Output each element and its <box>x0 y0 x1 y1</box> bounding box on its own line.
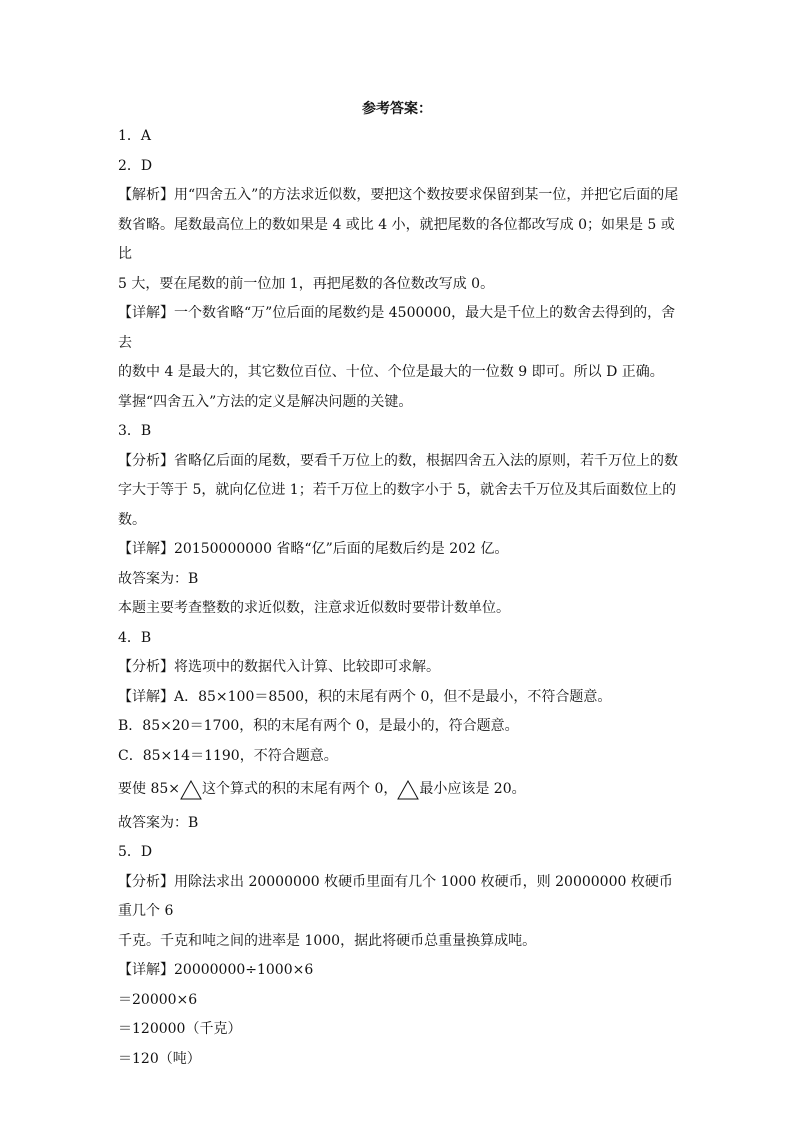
triangle-icon <box>180 780 202 800</box>
text-line: 2．D <box>118 157 153 174</box>
text-fragment: 最小应该是 20。 <box>419 781 526 797</box>
text-line: 千克。千克和吨之间的进率是 1000，据此将硬币总重量换算成吨。 <box>118 932 537 949</box>
text-line: 本题主要考查整数的求近似数，注意求近似数时要带计数单位。 <box>118 600 510 616</box>
text-fragment: 这个算式的积的末尾有两个 0， <box>202 781 398 797</box>
text-line: ＝120（吨） <box>118 1050 201 1067</box>
text-line: 字大于等于 5，就向亿位进 1；若千万位上的数字小于 5，就舍去千万位及其后面数位上的 <box>118 482 677 498</box>
text-line: 掌握“四舍五入”方法的定义是解决问题的关键。 <box>118 393 413 410</box>
page-title: 参考答案： <box>362 101 432 117</box>
text-line: 【解析】用“四舍五入”的方法求近似数，要把这个数按要求保留到某一位，并把它后面的尾 <box>118 187 679 203</box>
text-line: 5 大，要在尾数的前一位加 1，再把尾数的各位数改写成 0。 <box>118 275 495 292</box>
text-line: 【详解】20150000000 省略“亿”后面的尾数后约是 202 亿。 <box>118 541 509 557</box>
text-line: 数省略。尾数最高位上的数如果是 4 或比 4 小，就把尾数的各位都改写成 0；如果是 5 或比 <box>118 216 675 262</box>
text-line: 的数中 4 是最大的，其它数位百位、十位、个位是最大的一位数 9 即可。所以 D 正确。 <box>118 364 664 380</box>
text-line: 【分析】用除法求出 20000000 枚硬币里面有几个 1000 枚硬币，则 20000000 枚硬币重几个 6 <box>118 873 673 919</box>
text-line: 5．D <box>118 844 153 860</box>
text-line: 故答案为：B <box>118 814 199 831</box>
text-line: B．85×20＝1700，积的末尾有两个 0，是最小的，符合题意。 <box>118 718 519 734</box>
text-line: 【分析】将选项中的数据代入计算、比较即可求解。 <box>118 659 440 675</box>
text-line: 数。 <box>118 511 146 528</box>
text-line: ＝20000×6 <box>118 991 198 1008</box>
answer-content <box>118 122 680 1074</box>
triangle-icon <box>397 780 419 800</box>
text-line: 故答案为：B <box>118 570 199 587</box>
text-fragment: 要使 85× <box>118 781 180 797</box>
text-line: 4．B <box>118 629 152 646</box>
text-line: 3．B <box>118 423 152 439</box>
text-line: 【详解】20000000÷1000×6 <box>118 962 314 978</box>
text-line: ＝120000（千克） <box>118 1021 242 1037</box>
text-line: 【详解】A．85×100＝8500，积的末尾有两个 0，但不是最小，不符合题意。 <box>118 688 612 705</box>
text-line: 【详解】一个数省略“万”位后面的尾数约是 4500000，最大是千位上的数舍去得到的，舍去 <box>118 305 676 351</box>
text-line: 【分析】省略亿后面的尾数，要看千万位上的数，根据四舍五入法的原则，若千万位上的数 <box>118 452 678 469</box>
text-line: C．85×14＝1190，不符合题意。 <box>118 747 338 764</box>
text-line: 1．A <box>118 128 152 144</box>
triangle-equation-line <box>118 775 680 805</box>
